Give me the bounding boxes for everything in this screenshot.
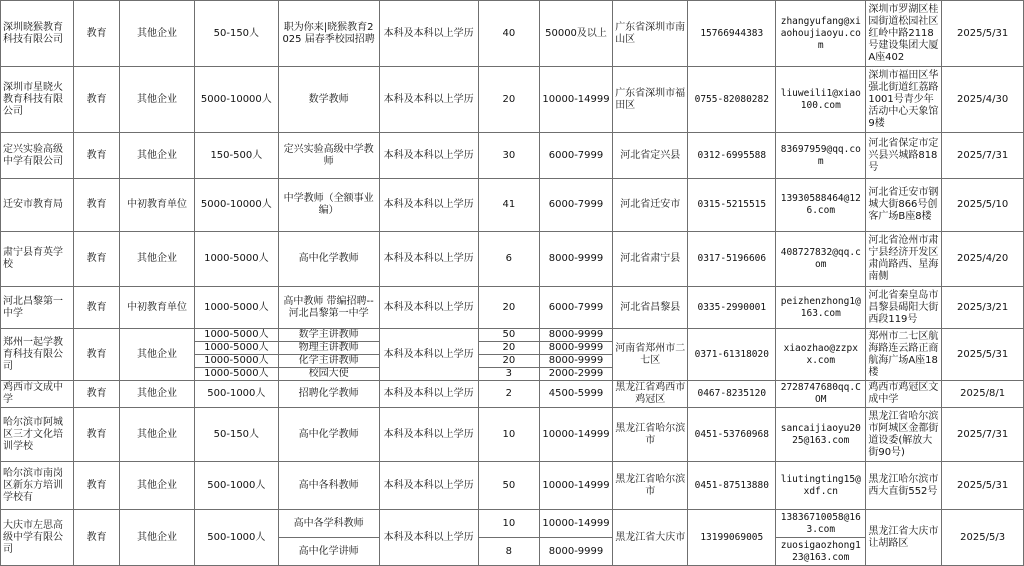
education-cell: 本科及本科以上学历	[379, 329, 478, 381]
email-cell: liutingting15@xdf.cn	[776, 462, 866, 510]
job-title-cell: 高中化学教师	[278, 232, 379, 287]
salary-cell: 10000-14999	[539, 510, 612, 538]
job-title-cell: 中学教师（全额事业编）	[278, 179, 379, 232]
email-cell: 408727832@qq.com	[776, 232, 866, 287]
company-cell: 哈尔滨市阿城区三才文化培训学校	[1, 408, 74, 462]
job-title-cell: 校园大使	[278, 368, 379, 381]
address-cell: 黑龙江哈尔滨市西大直街552号	[866, 462, 942, 510]
headcount-cell: 20	[478, 287, 539, 329]
table-row	[1, 67, 1024, 133]
company-type-cell: 其他企业	[119, 67, 194, 133]
headcount-cell: 8	[478, 538, 539, 566]
salary-cell: 8000-9999	[539, 232, 612, 287]
company-type-cell: 其他企业	[119, 329, 194, 381]
industry-cell: 教育	[74, 510, 120, 566]
company-type-cell: 中初教育单位	[119, 179, 194, 232]
salary-cell: 50000及以上	[539, 1, 612, 67]
headcount-cell: 10	[478, 408, 539, 462]
company-size-cell: 1000-5000人	[195, 287, 279, 329]
region-cell: 河北省迁安市	[613, 179, 688, 232]
industry-cell: 教育	[74, 287, 120, 329]
company-cell: 河北昌黎第一中学	[1, 287, 74, 329]
education-cell: 本科及本科以上学历	[379, 408, 478, 462]
industry-cell: 教育	[74, 381, 120, 408]
headcount-cell: 50	[478, 329, 539, 342]
industry-cell: 教育	[74, 408, 120, 462]
region-cell: 河北省肃宁县	[613, 232, 688, 287]
company-cell: 迁安市教育局	[1, 179, 74, 232]
headcount-cell: 20	[478, 342, 539, 355]
job-title-cell: 化学主讲教师	[278, 355, 379, 368]
job-title-cell: 数学教师	[278, 67, 379, 133]
job-title-cell: 物理主讲教师	[278, 342, 379, 355]
company-type-cell: 其他企业	[119, 462, 194, 510]
job-title-cell: 高中化学教师	[278, 408, 379, 462]
industry-cell: 教育	[74, 133, 120, 179]
table-row	[1, 381, 1024, 408]
email-cell: peizhenzhong1@163.com	[776, 287, 866, 329]
headcount-cell: 30	[478, 133, 539, 179]
phone-cell: 0335-2990001	[688, 287, 776, 329]
date-cell: 2025/7/31	[942, 408, 1024, 462]
region-cell: 黑龙江省大庆市	[613, 510, 688, 566]
industry-cell: 教育	[74, 232, 120, 287]
salary-cell: 6000-7999	[539, 133, 612, 179]
company-size-cell: 5000-10000人	[195, 67, 279, 133]
salary-cell: 4500-5999	[539, 381, 612, 408]
phone-cell: 0317-5196606	[688, 232, 776, 287]
headcount-cell: 20	[478, 355, 539, 368]
email-cell: zuosigaozhong123@163.com	[776, 538, 866, 566]
headcount-cell: 50	[478, 462, 539, 510]
salary-cell: 8000-9999	[539, 355, 612, 368]
company-size-cell: 1000-5000人	[195, 368, 279, 381]
email-cell: sancaijiaoyu2025@163.com	[776, 408, 866, 462]
salary-cell: 2000-2999	[539, 368, 612, 381]
table-row	[1, 287, 1024, 329]
company-size-cell: 500-1000人	[195, 462, 279, 510]
phone-cell: 0312-6995588	[688, 133, 776, 179]
job-title-cell: 高中教师 带编招聘--河北昌黎第一中学	[278, 287, 379, 329]
industry-cell: 教育	[74, 179, 120, 232]
education-cell: 本科及本科以上学历	[379, 133, 478, 179]
table-row	[1, 462, 1024, 510]
company-cell: 哈尔滨市南岗区新东方培训学校有	[1, 462, 74, 510]
job-title-cell: 定兴实验高级中学教师	[278, 133, 379, 179]
headcount-cell: 10	[478, 510, 539, 538]
date-cell: 2025/5/10	[942, 179, 1024, 232]
headcount-cell: 40	[478, 1, 539, 67]
date-cell: 2025/8/1	[942, 381, 1024, 408]
date-cell: 2025/5/3	[942, 510, 1024, 566]
company-type-cell: 其他企业	[119, 232, 194, 287]
region-cell: 黑龙江省鸡西市鸡冠区	[613, 381, 688, 408]
region-cell: 河南省郑州市二七区	[613, 329, 688, 381]
headcount-cell: 41	[478, 179, 539, 232]
address-cell: 黑龙江省哈尔滨市阿城区金都街道设委(解放大街90号)	[866, 408, 942, 462]
company-type-cell: 中初教育单位	[119, 287, 194, 329]
education-cell: 本科及本科以上学历	[379, 232, 478, 287]
industry-cell: 教育	[74, 67, 120, 133]
company-type-cell: 其他企业	[119, 1, 194, 67]
salary-cell: 10000-14999	[539, 462, 612, 510]
address-cell: 郑州市二七区航海路连云路正商航海广场A座18楼	[866, 329, 942, 381]
job-title-cell: 高中化学讲师	[278, 538, 379, 566]
salary-cell: 8000-9999	[539, 329, 612, 342]
table-row	[1, 510, 1024, 538]
table-row	[1, 232, 1024, 287]
education-cell: 本科及本科以上学历	[379, 1, 478, 67]
email-cell: 13836710058@163.com	[776, 510, 866, 538]
education-cell: 本科及本科以上学历	[379, 179, 478, 232]
company-size-cell: 500-1000人	[195, 510, 279, 566]
education-cell: 本科及本科以上学历	[379, 462, 478, 510]
region-cell: 河北省昌黎县	[613, 287, 688, 329]
job-title-cell: 高中各科教师	[278, 462, 379, 510]
company-size-cell: 500-1000人	[195, 381, 279, 408]
company-cell: 大庆市左思高级中学有限公司	[1, 510, 74, 566]
headcount-cell: 20	[478, 67, 539, 133]
phone-cell: 13199069005	[688, 510, 776, 566]
date-cell: 2025/4/30	[942, 67, 1024, 133]
address-cell: 河北省保定市定兴县兴城路818号	[866, 133, 942, 179]
company-size-cell: 50-150人	[195, 408, 279, 462]
salary-cell: 10000-14999	[539, 67, 612, 133]
email-cell: liuweili1@xiao100.com	[776, 67, 866, 133]
salary-cell: 10000-14999	[539, 408, 612, 462]
phone-cell: 0371-61318020	[688, 329, 776, 381]
address-cell: 黑龙江省大庆市让胡路区	[866, 510, 942, 566]
industry-cell: 教育	[74, 462, 120, 510]
company-cell: 郑州一起学教育科技有限公司	[1, 329, 74, 381]
phone-cell: 15766944383	[688, 1, 776, 67]
company-type-cell: 其他企业	[119, 408, 194, 462]
company-cell: 鸡西市文成中学	[1, 381, 74, 408]
headcount-cell: 2	[478, 381, 539, 408]
job-title-cell: 招聘化学教师	[278, 381, 379, 408]
company-size-cell: 5000-10000人	[195, 179, 279, 232]
company-type-cell: 其他企业	[119, 510, 194, 566]
salary-cell: 8000-9999	[539, 342, 612, 355]
company-size-cell: 1000-5000人	[195, 329, 279, 342]
region-cell: 广东省深圳市南山区	[613, 1, 688, 67]
job-title-cell: 高中各学科教师	[278, 510, 379, 538]
date-cell: 2025/4/20	[942, 232, 1024, 287]
company-cell: 深圳市星晓火教育科技有限公司	[1, 67, 74, 133]
job-title-cell: 职为你来|晓猴教育2025 届春季校园招聘	[278, 1, 379, 67]
region-cell: 黑龙江省哈尔滨市	[613, 408, 688, 462]
region-cell: 黑龙江省哈尔滨市	[613, 462, 688, 510]
region-cell: 广东省深圳市福田区	[613, 67, 688, 133]
headcount-cell: 3	[478, 368, 539, 381]
table-row	[1, 329, 1024, 342]
email-cell: 83697959@qq.com	[776, 133, 866, 179]
address-cell: 河北省秦皇岛市昌黎县碣阳大街西段119号	[866, 287, 942, 329]
job-title-cell: 数学主讲教师	[278, 329, 379, 342]
region-cell: 河北省定兴县	[613, 133, 688, 179]
company-size-cell: 1000-5000人	[195, 342, 279, 355]
address-cell: 河北省沧州市肃宁县经济开发区肃尚路西、星海南侧	[866, 232, 942, 287]
headcount-cell: 6	[478, 232, 539, 287]
education-cell: 本科及本科以上学历	[379, 287, 478, 329]
date-cell: 2025/7/31	[942, 133, 1024, 179]
company-size-cell: 150-500人	[195, 133, 279, 179]
education-cell: 本科及本科以上学历	[379, 510, 478, 566]
phone-cell: 0755-82080282	[688, 67, 776, 133]
email-cell: zhangyufang@xiaohoujiaoyu.com	[776, 1, 866, 67]
company-size-cell: 1000-5000人	[195, 355, 279, 368]
company-cell: 深圳晓猴教育科技有限公司	[1, 1, 74, 67]
company-type-cell: 其他企业	[119, 133, 194, 179]
table-row	[1, 408, 1024, 462]
email-cell: 2728747680qq.COM	[776, 381, 866, 408]
address-cell: 深圳市罗湖区桂园街道松园社区红岭中路2118号建设集团大厦A座402	[866, 1, 942, 67]
table-row	[1, 133, 1024, 179]
company-type-cell: 其他企业	[119, 381, 194, 408]
industry-cell: 教育	[74, 1, 120, 67]
salary-cell: 6000-7999	[539, 287, 612, 329]
phone-cell: 0451-87513880	[688, 462, 776, 510]
table-row	[1, 179, 1024, 232]
phone-cell: 0315-5215515	[688, 179, 776, 232]
salary-cell: 8000-9999	[539, 538, 612, 566]
date-cell: 2025/3/21	[942, 287, 1024, 329]
salary-cell: 6000-7999	[539, 179, 612, 232]
company-size-cell: 1000-5000人	[195, 232, 279, 287]
address-cell: 深圳市福田区华强北街道红荔路1001号青少年活动中心天象馆9楼	[866, 67, 942, 133]
address-cell: 河北省迁安市钢城大街866号创客广场B座8楼	[866, 179, 942, 232]
table-row	[1, 1, 1024, 67]
education-cell: 本科及本科以上学历	[379, 381, 478, 408]
email-cell: 13930588464@126.com	[776, 179, 866, 232]
address-cell: 鸡西市鸡冠区文成中学	[866, 381, 942, 408]
company-cell: 肃宁县育英学校	[1, 232, 74, 287]
date-cell: 2025/5/31	[942, 462, 1024, 510]
date-cell: 2025/5/31	[942, 329, 1024, 381]
industry-cell: 教育	[74, 329, 120, 381]
company-size-cell: 50-150人	[195, 1, 279, 67]
date-cell: 2025/5/31	[942, 1, 1024, 67]
company-cell: 定兴实验高级中学有限公司	[1, 133, 74, 179]
phone-cell: 0451-53760968	[688, 408, 776, 462]
email-cell: xiaozhao@zzpxx.com	[776, 329, 866, 381]
phone-cell: 0467-8235120	[688, 381, 776, 408]
education-cell: 本科及本科以上学历	[379, 67, 478, 133]
